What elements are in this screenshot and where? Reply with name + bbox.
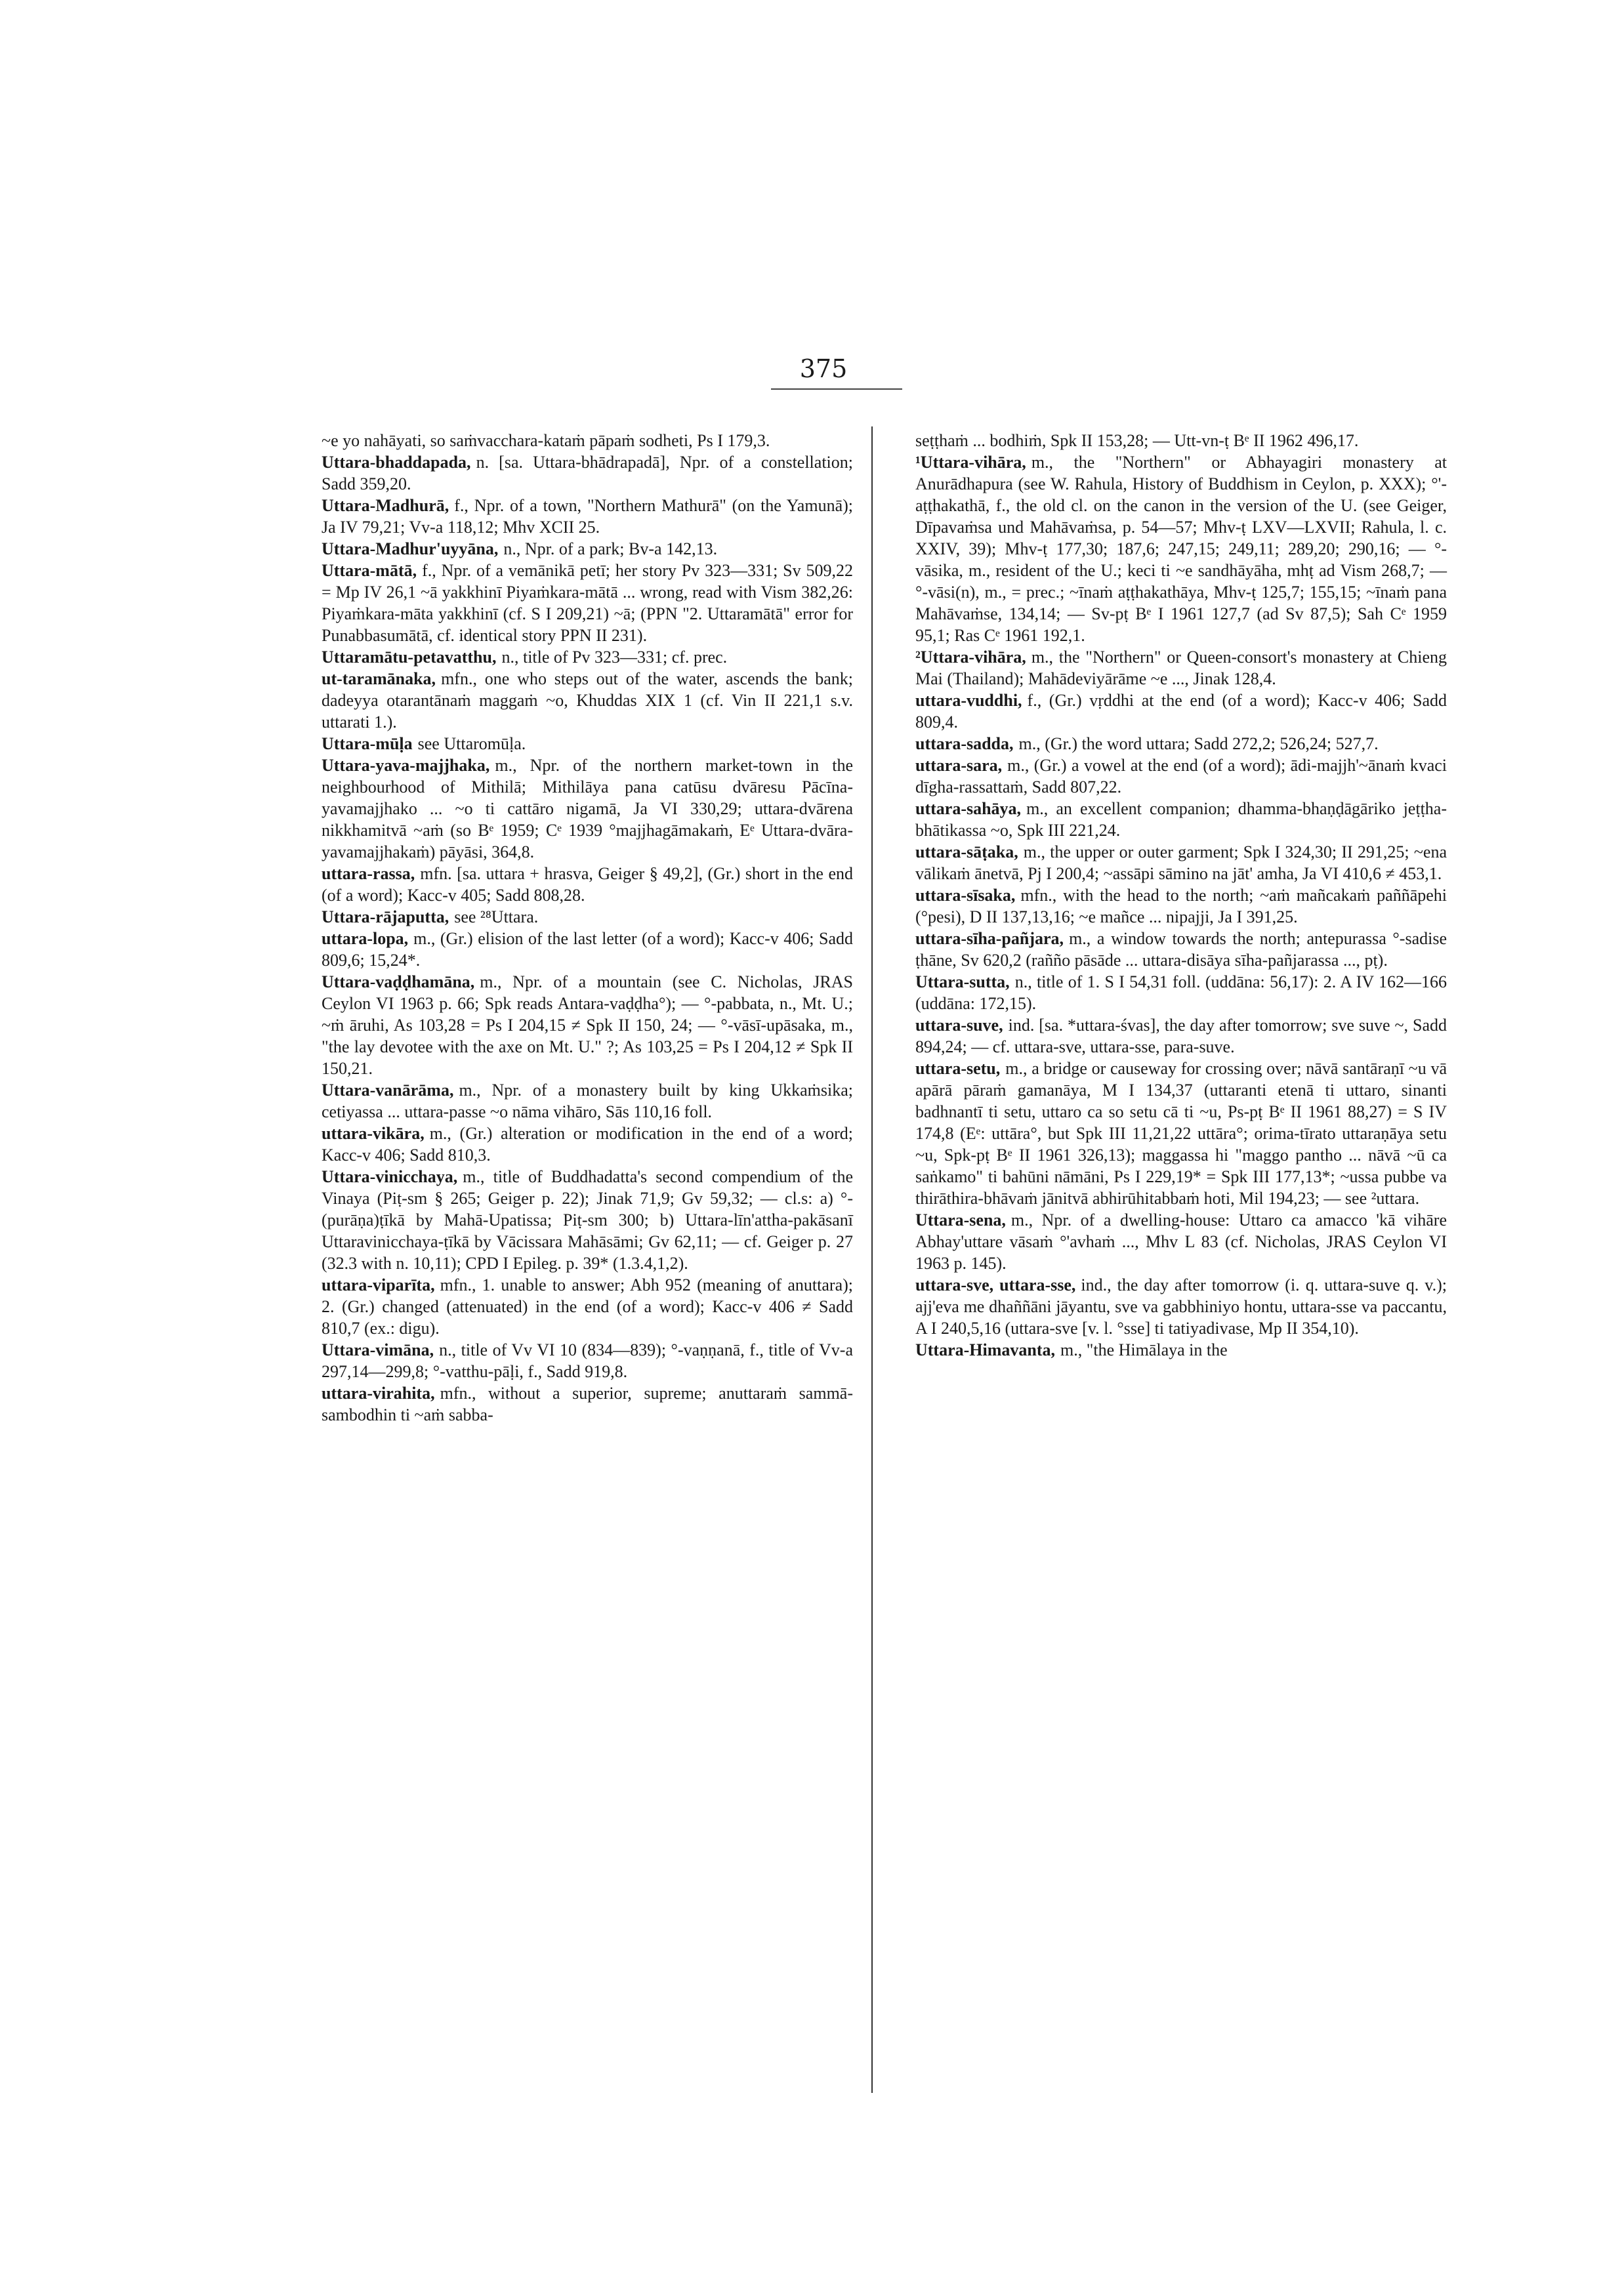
dictionary-entry [915, 430, 1447, 451]
headword: Uttara-sutta, [915, 972, 1010, 991]
entry-text: n., title of Vv VI 10 (834—839); °-vaṇṇanā, f., title of Vv-a 297,14—299,8; °-vatthu-pāḷi, f., Sadd 919,8. [322, 1340, 853, 1381]
dictionary-entry [322, 863, 853, 906]
headword: Uttara-vaḍḍhamāna, [322, 972, 475, 991]
headword: Uttara-Madhur'uyyāna, [322, 539, 499, 558]
entry-text: m., an excellent companion; dhamma-bhaṇḍāgāriko jeṭṭha-bhātikassa ~o, Spk III 221,24. [915, 799, 1447, 840]
entry-text: mfn., 1. unable to answer; Abh 952 (meaning of anuttara); 2. (Gr.) changed (attenuated) in the end (of a word); Kacc-v 406 ≠ Sadd 810,7 (ex.: digu). [322, 1275, 853, 1338]
page-number: 375 [799, 354, 848, 383]
dictionary-entry [915, 690, 1447, 733]
headword: uttara-sve, uttara-sse, [915, 1275, 1076, 1294]
entry-text: mfn., one who steps out of the water, ascends the bank; dadeyya otarantānaṁ maggaṁ ~o, Khuddas XIX 1 (cf. Vin II 221,1 s.v. uttarati 1.). [322, 669, 853, 732]
entry-text: n., title of 1. S I 54,31 foll. (uddāna: 56,17): 2. A IV 162—166 (uddāna: 172,15). [915, 972, 1447, 1013]
headword: ut-taramānaka, [322, 669, 436, 688]
entry-text: n., title of Pv 323—331; cf. prec. [501, 648, 728, 667]
headword: Uttara-rājaputta, [322, 907, 449, 926]
entry-text: n., Npr. of a park; Bv-a 142,13. [503, 539, 718, 558]
headword: uttara-sīsaka, [915, 886, 1016, 905]
left-column [322, 430, 853, 1426]
dictionary-entry [322, 495, 853, 538]
headword: uttara-vikāra, [322, 1124, 425, 1143]
dictionary-entry [915, 1058, 1447, 1209]
entry-text: m., (Gr.) elision of the last letter (of a word); Kacc-v 406; Sadd 809,6; 15,24*. [322, 929, 853, 970]
headword: uttara-virahita, [322, 1384, 435, 1403]
headword: ¹Uttara-vihāra, [915, 453, 1026, 472]
dictionary-entry [915, 841, 1447, 884]
dictionary-entry [915, 798, 1447, 841]
headword: uttara-suve, [915, 1016, 1003, 1035]
dictionary-entry [915, 1274, 1447, 1339]
headword: uttara-sahāya, [915, 799, 1022, 818]
entry-text: see Uttaromūḷa. [417, 734, 526, 753]
headword: Uttara-Madhurā, [322, 496, 449, 515]
dictionary-entry [915, 1209, 1447, 1274]
entry-text: m., title of Buddhadatta's second compendium of the Vinaya (Piṭ-sm § 265; Geiger p. 22); Jinak 71,9; Gv 59,32; — cl.s: a) °-(purāṇa)ṭīkā by Mahā-Upatissa; Piṭ-sm 300; b) Uttara-līn'attha-pakāsanī Uttaravinicchaya-ṭīkā by Vācissara Mahāsāmi; Gv 62,11; — cf. Geiger p. 27 (32.3 with n. 10,11); CPD I Epileg. p. 39* (1.3.4,1,2). [322, 1167, 853, 1273]
dictionary-entry [322, 1382, 853, 1426]
dictionary-entry [322, 451, 853, 495]
dictionary-entry [915, 1339, 1447, 1361]
dictionary-entry [322, 430, 853, 451]
headword: uttara-sāṭaka, [915, 842, 1018, 861]
dictionary-entry [322, 906, 853, 928]
dictionary-entry [322, 1339, 853, 1382]
headword: uttara-viparīta, [322, 1275, 435, 1294]
entry-text: m., a window towards the north; antepurassa °-sadise ṭhāne, Sv 620,2 (rañño pāsāde ... uttara-disāya sīha-pañjarassa ..., pṭ). [915, 929, 1447, 970]
headword: Uttara-mūḷa [322, 734, 413, 753]
dictionary-entry [322, 646, 853, 668]
headword: uttara-vuddhi, [915, 691, 1022, 710]
dictionary-entry [322, 1166, 853, 1274]
headword: Uttara-vinicchaya, [322, 1167, 458, 1186]
dictionary-entry [322, 538, 853, 560]
headword: uttara-setu, [915, 1059, 1001, 1078]
entry-text: m., Npr. of a dwelling-house: Uttaro ca amacco 'kā vihāre Abhay'uttare vāsaṁ °'avhaṁ ..., Mhv L 83 (cf. Nicholas, JRAS Ceylon VI 1963 p. 145). [915, 1210, 1447, 1273]
dictionary-entry [915, 928, 1447, 971]
entry-text: m., Npr. of a monastery built by king Ukkaṁsika; cetiyassa ... uttara-passe ~o nāma vihāro, Sās 110,16 foll. [322, 1081, 853, 1121]
entry-text: m., (Gr.) alteration or modification in the end of a word; Kacc-v 406; Sadd 810,3. [322, 1124, 853, 1165]
entry-text: ~e yo nahāyati, so saṁvacchara-kataṁ pāpaṁ sodheti, Ps I 179,3. [322, 431, 770, 450]
headword: uttara-rassa, [322, 864, 415, 883]
dictionary-entry [915, 1014, 1447, 1058]
dictionary-entry [322, 560, 853, 646]
headword: Uttara-sena, [915, 1210, 1006, 1230]
entry-text: mfn. [sa. uttara + hrasva, Geiger § 49,2], (Gr.) short in the end (of a word); Kacc-v 405; Sadd 808,28. [322, 864, 853, 905]
headword: uttara-sadda, [915, 734, 1014, 753]
right-column [915, 430, 1447, 1361]
entry-text: m., the upper or outer garment; Spk I 324,30; II 291,25; ~ena vālikaṁ ānetvā, Pj I 200,4; ~assāpi sāmino na jāt' amha, Ja VI 410,6 ≠ 453,1. [915, 842, 1447, 883]
headword: ²Uttara-vihāra, [915, 648, 1026, 667]
entry-text: m., Npr. of a mountain (see C. Nicholas, JRAS Ceylon VI 1963 p. 66; Spk reads Antara-vaḍḍha°); — °-pabbata, n., Mt. U.; ~ṁ āruhi, As 103,28 = Ps I 204,15 ≠ Spk II 150, 24; — °-vāsī-upāsaka, m., "the lay devotee with the axe on Mt. U." ?; As 103,25 = Ps I 204,12 ≠ Spk II 150,21. [322, 972, 853, 1078]
dictionary-entry [915, 451, 1447, 646]
headword: uttara-sīha-pañjara, [915, 929, 1064, 948]
dictionary-entry [322, 928, 853, 971]
entry-text: seṭṭhaṁ ... bodhiṁ, Spk II 153,28; — Utt-vn-ṭ Bᵉ II 1962 496,17. [915, 431, 1359, 450]
entry-text: m., the "Northern" or Abhayagiri monastery at Anurādhapura (see W. Rahula, History of Buddhism in Ceylon, p. XXX); °'-aṭṭhakathā, f., the old cl. on the canon in the version of the U. (see Geiger, Dīpavaṁsa und Mahāvaṁsa, p. 54—57; Mhv-ṭ LXV—LXVII; Rahula, l. c. XXIV, 39); Mhv-ṭ 177,30; 187,6; 247,15; 249,11; 289,20; 290,16; — °-vāsika, m., resident of the U.; keci ti ~e sandhāyāha, mhṭ ad Vism 268,7; — °-vāsi(n), m., = prec.; ~īnaṁ aṭṭhakathāya, Mhv-ṭ 125,7; 155,15; ~īnaṁ pana Mahāvaṁse, 134,14; — Sv-pṭ Bᵉ I 1961 127,7 (ad Sv 87,5); Sah Cᵉ 1959 95,1; Ras Cᵉ 1961 192,1. [915, 453, 1447, 645]
entry-text: ind., the day after tomorrow (i. q. uttara-suve q. v.); ajj'eva me dhaññāni jāyantu, sve va gabbhiniyo hontu, uttara-sse va paccantu, A I 240,5,16 (uttara-sve [v. l. °sse] ti tatiyadivase, Mp II 354,10). [915, 1275, 1447, 1338]
column-divider [871, 426, 873, 2093]
entry-text: m., the "Northern" or Queen-consort's monastery at Chieng Mai (Thailand); Mahādeviyārāme ~e ..., Jinak 128,4. [915, 648, 1447, 688]
headword: Uttara-bhaddapada, [322, 453, 471, 472]
dictionary-entry [915, 884, 1447, 928]
dictionary-entry [915, 733, 1447, 755]
entry-text: f., Npr. of a vemānikā petī; her story Pv 323—331; Sv 509,22 = Mp IV 26,1 ~ā yakkhinī Piyaṁkara-mātā ... wrong, read with Vism 382,26: Piyaṁkara-māta yakkhinī (cf. S I 209,21) ~ā; (PPN "2. Uttaramātā" error for Punabbasumātā, cf. identical story PPN II 231). [322, 561, 853, 645]
entry-text: see ²⁸Uttara. [454, 907, 539, 926]
entry-text: m., a bridge or causeway for crossing over; nāvā santāraṇī ~u vā apārā pāraṁ gamanāya, M I 134,37 (uttaranti etenā ti uttaro, sinanti badhnantī ti setu, uttaro ca so setu cā ti ~u, Ps-pṭ Bᵉ II 1961 88,27) = S IV 174,8 (Eᵉ: uttāra°, but Spk III 11,21,22 uttāra°; orima-tīrato uttaraṇāya setu ~u, Spk-pṭ Bᵉ II 1961 326,13); maggassa hi "maggo pantho ... nāvā ~ū ca saṅkamo" ti bahūni nāmāni, Ps I 229,19* = Spk III 177,13*; ~ussa pubbe va thirāthira-bhāvaṁ jānitvā abhirūhitabbaṁ hoti, Mil 194,23; — see ²uttara. [915, 1059, 1447, 1208]
entry-text: m., (Gr.) a vowel at the end (of a word); ādi-majjh'~ānaṁ kvaci dīgha-rassattaṁ, Sadd 807,22. [915, 756, 1447, 796]
dictionary-entry [322, 1123, 853, 1166]
dictionary-entry [915, 755, 1447, 798]
entry-text: mfn., without a superior, supreme; anuttaraṁ sammā-sambodhin ti ~aṁ sabba- [322, 1384, 853, 1424]
headword: Uttara-mātā, [322, 561, 417, 580]
dictionary-entry [322, 755, 853, 863]
page-number-rule [771, 388, 902, 390]
headword: Uttara-vimāna, [322, 1340, 434, 1359]
entry-text: m., (Gr.) the word uttara; Sadd 272,2; 526,24; 527,7. [1018, 734, 1379, 753]
dictionary-entry [322, 1079, 853, 1123]
headword: Uttara-vanārāma, [322, 1081, 454, 1100]
entry-text: f., (Gr.) vṛddhi at the end (of a word); Kacc-v 406; Sadd 809,4. [915, 691, 1447, 732]
entry-text: ind. [sa. *uttara-śvas], the day after tomorrow; sve suve ~, Sadd 894,24; — cf. uttara-sve, uttara-sse, para-suve. [915, 1016, 1447, 1056]
entry-text: f., Npr. of a town, "Northern Mathurā" (on the Yamunā); Ja IV 79,21; Vv-a 118,12; Mhv XCII 25. [322, 496, 853, 537]
headword: uttara-sara, [915, 756, 1003, 775]
dictionary-entry [322, 1274, 853, 1339]
headword: Uttara-Himavanta, [915, 1340, 1056, 1359]
entry-text: mfn., with the head to the north; ~aṁ mañcakaṁ paññāpehi (°pesi), D II 137,13,16; ~e mañce ... nipajji, Ja I 391,25. [915, 886, 1447, 926]
headword: Uttaramātu-petavatthu, [322, 648, 497, 667]
dictionary-entry [322, 668, 853, 733]
dictionary-entry [322, 971, 853, 1079]
dictionary-entry [915, 646, 1447, 690]
headword: uttara-lopa, [322, 929, 409, 948]
entry-text: m., "the Himālaya in the [1060, 1340, 1228, 1359]
dictionary-entry [322, 733, 853, 755]
entry-text: m., Npr. of the northern market-town in the neighbourhood of Mithilā; Mithilāya pana catūsu dvāresu Pācīna-yavamajjhako ... ~o ti cattāro nigamā, Ja VI 330,29; uttara-dvārena nikkhamitvā ~aṁ (so Bᵉ 1959; Cᵉ 1939 °majjhagāmakaṁ, Eᵉ Uttara-dvāra-yavamajjhakaṁ) pāyāsi, 364,8. [322, 756, 853, 861]
dictionary-entry [915, 971, 1447, 1014]
entry-text: n. [sa. Uttara-bhādrapadā], Npr. of a constellation; Sadd 359,20. [322, 453, 853, 493]
headword: Uttara-yava-majjhaka, [322, 756, 490, 775]
